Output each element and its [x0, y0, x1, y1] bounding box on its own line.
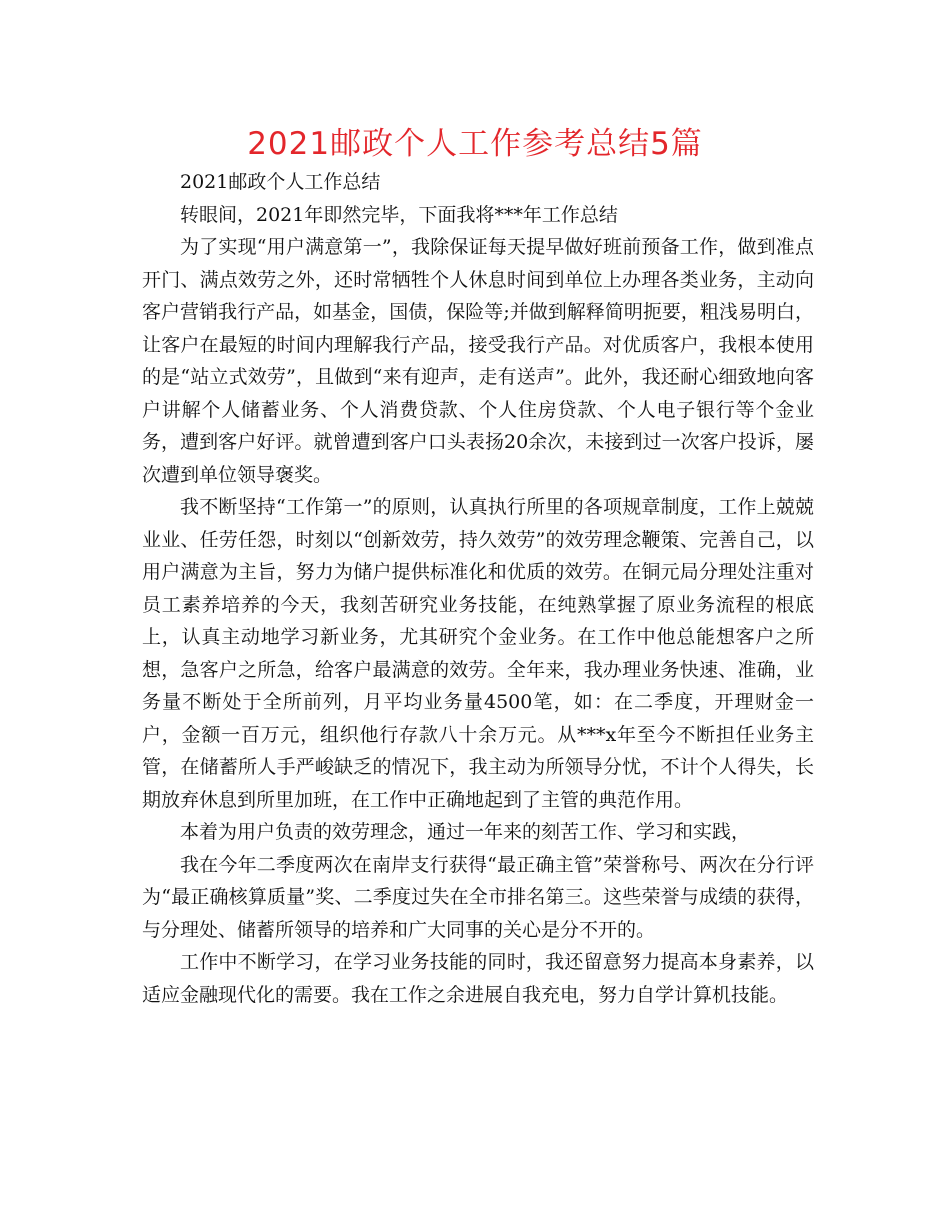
paragraph-intro: 转眼间，2021年即然完毕，下面我将***年工作总结: [180, 203, 618, 226]
paragraph-honors: 我在今年二季度两次在南岸支行获得“最正确主管”荣誉称号、两次在分行评为“最正确核算质量”奖、二季度过失在全市排名第三。这些荣誉与成绩的获得，与分理处、储蓄所领导的培养和广大同事的关心是分不开的。: [142, 853, 814, 941]
paragraph-work-principle: 我不断坚持“工作第一”的原则，认真执行所里的各项规章制度，工作上兢兢业业、任劳任怨，时刻以“创新效劳，持久效劳”的效劳理念鞭策、完善自己，以用户满意为主旨，努力为储户提供标准化和优质的效劳。在铜元局分理处注重对员工素养培养的今天，我刻苦研究业务技能，在纯熟掌握了原业务流程的根底上，认真主动地学习新业务，尤其研究个金业务。在工作中他总能想客户之所想，急客户之所急，给客户最满意的效劳。全年来，我办理业务快速、准确，业务量不断处于全所前列，月平均业务量4500笔，如：在二季度，开理财金一户，金额一百万元，组织他行存款八十余万元。从***x年至今不断担任业务主管，在储蓄所人手严峻缺乏的情况下，我主动为所领导分忧，不计个人得失，长期放弃休息到所里加班，在工作中正确地起到了主管的典范作用。: [142, 496, 814, 811]
document-body: [142, 166, 814, 1011]
document-title: 2021邮政个人工作参考总结5篇: [247, 126, 703, 162]
paragraph-learning: 工作中不断学习，在学习业务技能的同时，我还留意努力提高本身素养，以适应金融现代化的需要。我在工作之余进展自我充电，努力自学计算机技能。: [142, 951, 814, 1006]
paragraph-responsibility: 本着为用户负责的效劳理念，通过一年来的刻苦工作、学习和实践，: [180, 821, 751, 843]
paragraph-subtitle: 2021邮政个人工作总结: [180, 171, 381, 193]
paragraph-service: 为了实现“用户满意第一”，我除保证每天提早做好班前预备工作，做到准点开门、满点效劳之外，还时常牺牲个人休息时间到单位上办理各类业务，主动向客户营销我行产品，如基金，国债，保险等;并做到解释简明扼要，粗浅易明白，让客户在最短的时间内理解我行产品，接受我行产品。对优质客户，我根本使用的是“站立式效劳”，且做到“来有迎声，走有送声”。此外，我还耐心细致地向客户讲解个人储蓄业务、个人消费贷款、个人住房贷款、个人电子银行等个金业务，遭到客户好评。就曾遭到客户口头表扬20余次，未接到过一次客户投诉，屡次遭到单位领导褒奖。: [142, 236, 814, 486]
